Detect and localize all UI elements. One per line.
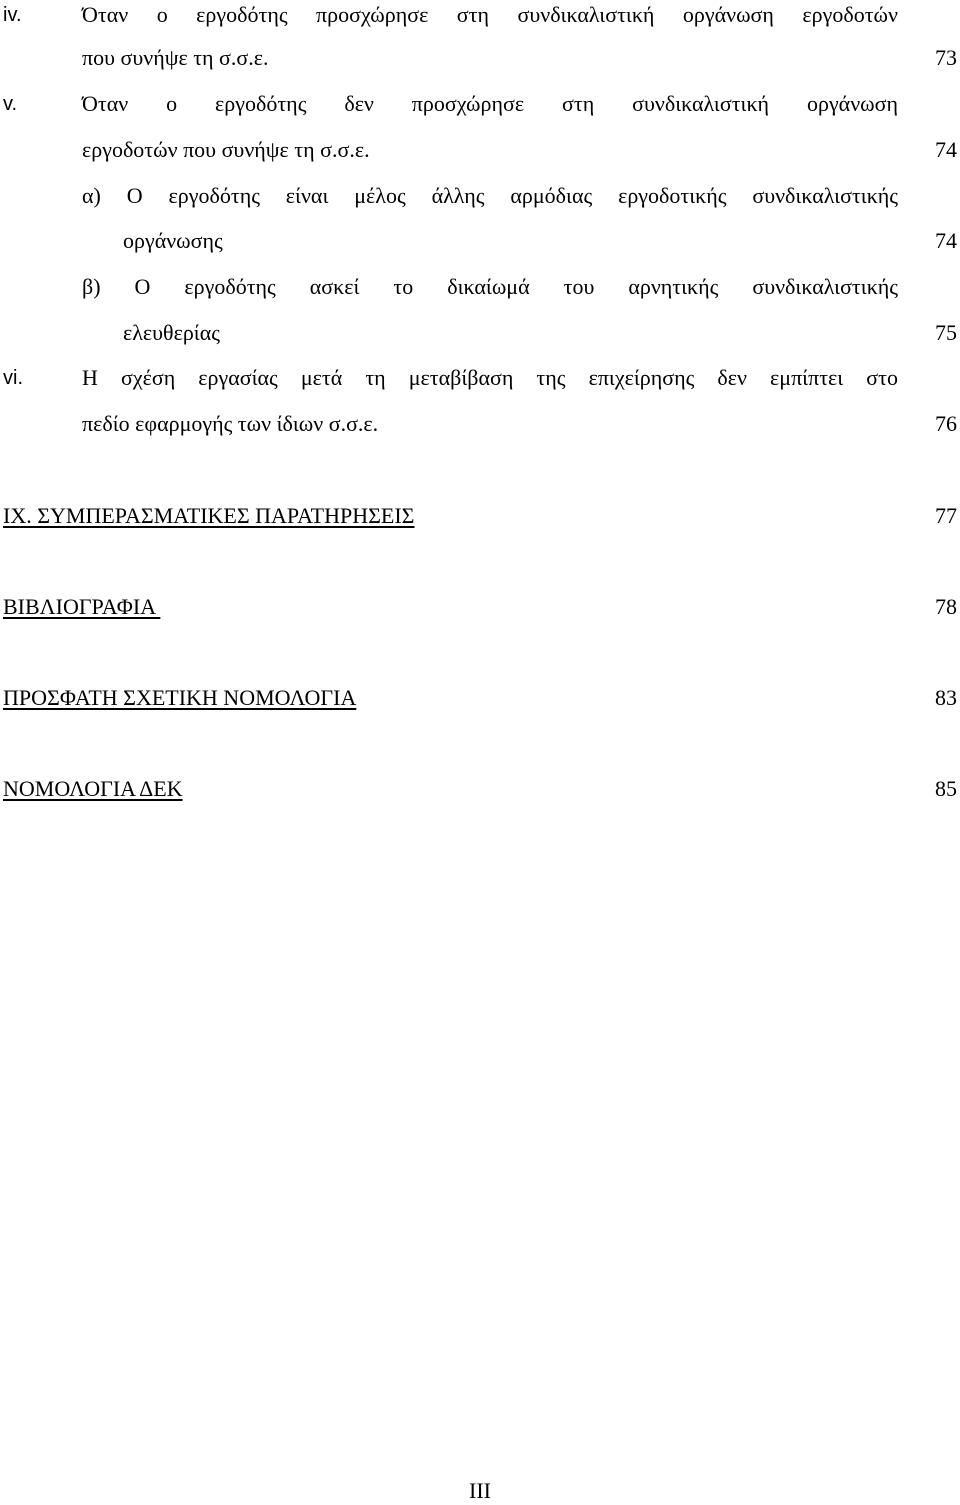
entry-b-page: 75 [935, 320, 957, 345]
entry-vi-line1: Η σχέση εργασίας μετά τη μεταβίβαση της επιχείρησης δεν εμπίπτει στο [82, 365, 898, 390]
page-number: III [469, 1478, 491, 1503]
entry-v-marker: v. [3, 93, 18, 115]
section-bibliography-page: 78 [935, 594, 957, 619]
entry-vi-marker: vi. [3, 367, 23, 389]
section-recent-case-law-title[interactable]: ΠΡΟΣΦΑΤΗ ΣΧΕΤΙΚΗ ΝΟΜΟΛΟΓΙΑ [3, 685, 357, 710]
entry-a-page: 74 [935, 228, 957, 253]
entry-a-line1: α) Ο εργοδότης είναι μέλος άλλης αρμόδιας εργοδοτικής συνδικαλιστικής [82, 183, 898, 208]
section-recent-case-law-page: 83 [935, 685, 957, 710]
entry-iv-page: 73 [935, 45, 957, 70]
entry-iv-line1: Όταν ο εργοδότης προσχώρησε στη συνδικαλιστική οργάνωση εργοδοτών [82, 2, 898, 27]
entry-b-line1: β) Ο εργοδότης ασκεί το δικαίωμά του αρνητικής συνδικαλιστικής [82, 274, 898, 299]
entry-vi-line2: πεδίο εφαρμογής των ίδιων σ.σ.ε. [82, 411, 379, 436]
entry-iv-marker: iv. [3, 4, 22, 26]
section-conclusions-page: 77 [935, 503, 957, 528]
section-conclusions-title[interactable]: IX. ΣΥΜΠΕΡΑΣΜΑΤΙΚΕΣ ΠΑΡΑΤΗΡΗΣΕΙΣ [3, 503, 415, 528]
entry-v-page: 74 [935, 137, 957, 162]
entry-v-line1: Όταν ο εργοδότης δεν προσχώρησε στη συνδικαλιστική οργάνωση [82, 91, 898, 116]
section-bibliography-title[interactable]: ΒΙΒΛΙΟΓΡΑΦΙΑ [3, 594, 161, 619]
section-ecj-case-law-title[interactable]: ΝΟΜΟΛΟΓΙΑ ΔΕΚ [3, 776, 183, 801]
entry-iv-line2: που συνήψε τη σ.σ.ε. [82, 45, 269, 70]
entry-b-line2: ελευθερίας [123, 320, 220, 345]
entry-v-line2: εργοδοτών που συνήψε τη σ.σ.ε. [82, 137, 370, 162]
entry-a-line2: οργάνωσης [123, 228, 223, 253]
section-ecj-case-law-page: 85 [935, 776, 957, 801]
entry-vi-page: 76 [935, 411, 957, 436]
